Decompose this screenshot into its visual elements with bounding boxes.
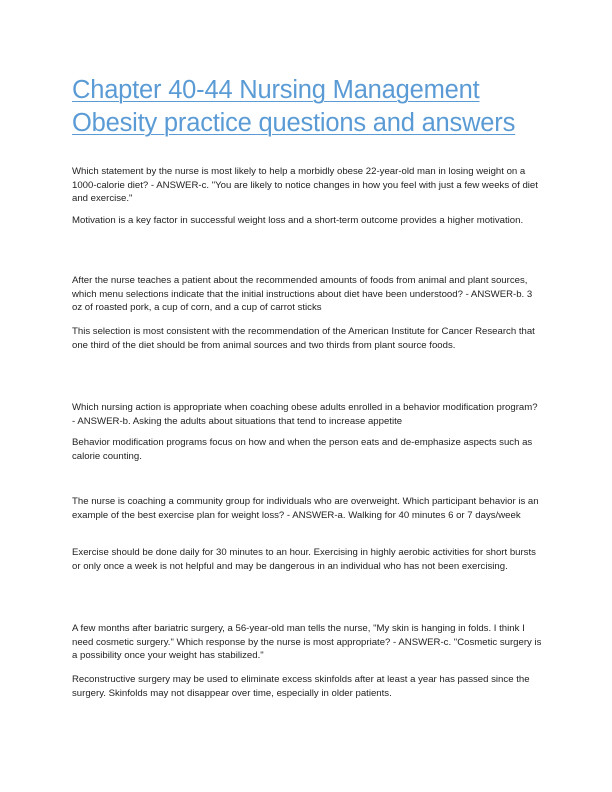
rationale-5: Reconstructive surgery may be used to eliminate excess skinfolds after at least a year has passed since the surgery. Skinfolds may not disappear over time, especially in older patients. <box>72 674 530 699</box>
question-2: After the nurse teaches a patient about the recommended amounts of foods from animal and plant sources, which menu selections indicate that the initial instructions about diet have been understood? - ANSWER-b. 3 oz of roasted pork, a cup of corn, and a cup of carrot sticks <box>72 275 533 314</box>
document-title: Chapter 40-44 Nursing Management Obesity practice questions and answers <box>72 76 516 137</box>
question-5: A few months after bariatric surgery, a 56-year-old man tells the nurse, "My skin is hanging in folds. I think I need cosmetic surgery." Which response by the nurse is most appropriate? - ANSWER-c. "Cosmetic surgery is a possibility once your weight has stabilized." <box>72 623 542 662</box>
rationale-3: Behavior modification programs focus on how and when the person eats and de-emphasize aspects such as calorie counting. <box>72 437 533 462</box>
rationale-4: Exercise should be done daily for 30 minutes to an hour. Exercising in highly aerobic activities for short bursts or only once a week is not helpful and may be dangerous in an individual who has not been exercising. <box>72 547 536 572</box>
question-3: Which nursing action is appropriate when coaching obese adults enrolled in a behavior modification program? - ANSWER-b. Asking the adults about situations that tend to increase appetite <box>72 402 538 427</box>
rationale-2: This selection is most consistent with the recommendation of the American Institute for Cancer Research that one third of the diet should be from animal sources and two thirds from plant source foods. <box>72 326 535 351</box>
question-1: Which statement by the nurse is most likely to help a morbidly obese 22-year-old man in losing weight on a 1000-calorie diet? - ANSWER-c. "You are likely to notice changes in how you feel with just a few weeks of diet and exercise." <box>72 166 538 205</box>
rationale-1: Motivation is a key factor in successful weight loss and a short-term outcome provides a higher motivation. <box>72 215 524 226</box>
question-4: The nurse is coaching a community group for individuals who are overweight. Which participant behavior is an example of the best exercise plan for weight loss? - ANSWER-a. Walking for 40 minutes 6 or 7 days/week <box>72 496 539 521</box>
